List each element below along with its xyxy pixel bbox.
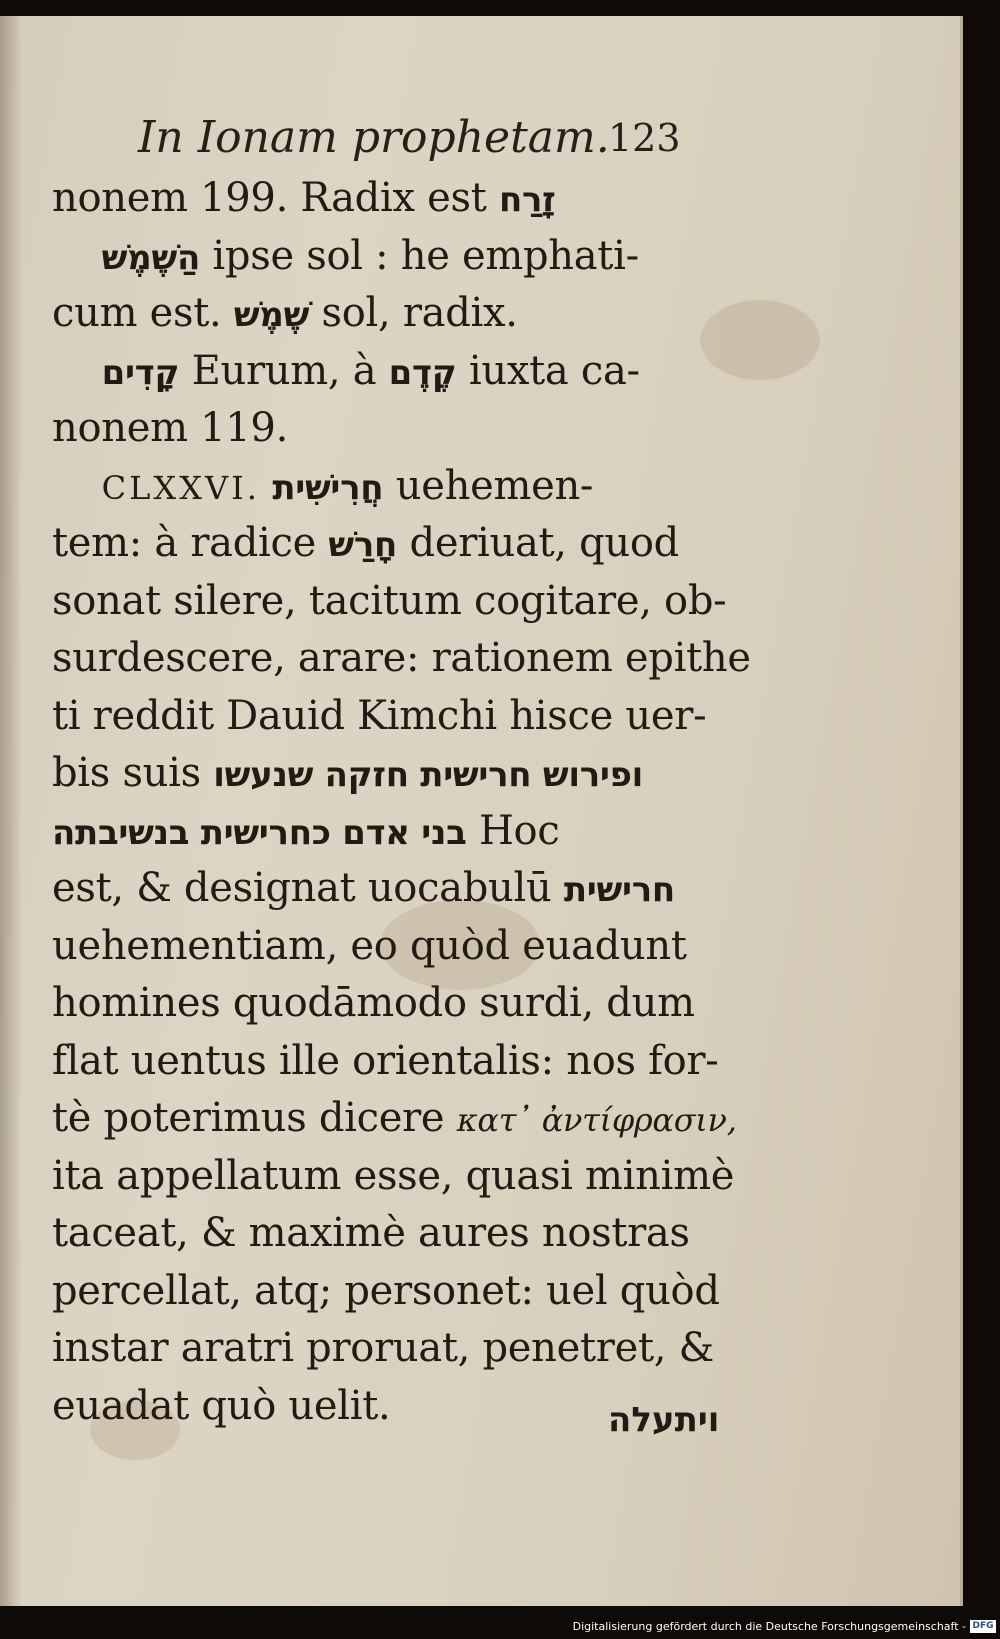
text-line bbox=[52, 343, 772, 401]
text-line bbox=[52, 1320, 772, 1378]
latin-text: percellat, atq; personet: uel quòd bbox=[52, 1267, 720, 1314]
text-line bbox=[52, 688, 772, 746]
hebrew-word: חֲרִישִׁית bbox=[272, 467, 384, 508]
text-line bbox=[52, 1263, 772, 1321]
latin-text: ita appellatum esse, quasi minimè bbox=[52, 1152, 735, 1199]
latin-text: Hoc bbox=[466, 807, 560, 854]
latin-text: deriuat, quod bbox=[397, 520, 679, 566]
text-line bbox=[52, 228, 772, 286]
latin-text: ti reddit Dauid Kimchi hisce uer- bbox=[52, 692, 707, 739]
latin-text bbox=[52, 348, 102, 394]
latin-text: instar aratri proruat, penetret, & bbox=[52, 1325, 714, 1371]
digitization-credit: Digitalisierung gefördert durch die Deutsche Forschungsgemeinschaft - bbox=[572, 1620, 966, 1633]
text-line bbox=[52, 400, 772, 458]
text-line bbox=[52, 573, 772, 631]
latin-text: tem: à radice bbox=[52, 520, 329, 566]
hebrew-word: ופירוש חרישית חזקה שנעשו bbox=[213, 755, 644, 795]
text-line bbox=[52, 1090, 772, 1148]
latin-text: Eurum, à bbox=[179, 347, 389, 394]
section-number: CLXXVI. bbox=[101, 468, 260, 507]
latin-text bbox=[52, 233, 102, 279]
gutter-shadow bbox=[0, 16, 22, 1606]
text-line bbox=[52, 918, 772, 976]
latin-text: flat uentus ille orientalis: nos for- bbox=[52, 1037, 719, 1084]
latin-text: nonem 199. Radix est bbox=[52, 175, 499, 221]
text-line bbox=[52, 745, 772, 803]
latin-text: homines quodāmodo surdi, dum bbox=[52, 980, 695, 1026]
hebrew-word: קֶדֶם bbox=[388, 352, 457, 393]
greek-phrase: κατ᾽ ἀντίφρασιν, bbox=[456, 1101, 737, 1139]
hebrew-word: חָרַשׁ bbox=[328, 525, 398, 565]
text-line bbox=[52, 1033, 772, 1091]
latin-text: surdescere, arare: rationem epithe bbox=[52, 635, 751, 681]
text-line bbox=[52, 860, 772, 918]
body-text bbox=[52, 170, 772, 1435]
page-number: 123 bbox=[608, 116, 681, 160]
latin-text: uehementiam, eo quòd euadunt bbox=[52, 922, 687, 969]
running-head bbox=[138, 112, 738, 172]
latin-text: bis suis bbox=[52, 750, 214, 796]
latin-text: nonem 119. bbox=[52, 405, 288, 451]
latin-text: uehemen- bbox=[383, 462, 594, 509]
latin-text: euadat quò uelit. bbox=[52, 1382, 391, 1429]
text-line bbox=[52, 803, 772, 861]
text-line bbox=[52, 630, 772, 688]
hebrew-word: הַשֶׁמֶשׁ bbox=[101, 237, 200, 278]
latin-text: cum est. bbox=[52, 290, 234, 336]
latin-text: tè poterimus dicere bbox=[52, 1095, 457, 1141]
latin-text bbox=[260, 463, 272, 509]
latin-text: ipse sol : he emphati- bbox=[200, 232, 639, 279]
dfg-logo: DFG bbox=[970, 1620, 996, 1633]
latin-text bbox=[52, 463, 102, 509]
latin-text: est, & designat uocabulū bbox=[52, 865, 564, 911]
latin-text: taceat, & maximè aures nostras bbox=[52, 1210, 690, 1256]
latin-text: sonat silere, tacitum cogitare, ob- bbox=[52, 577, 727, 624]
closing-hebrew: ויתעלה bbox=[608, 1400, 720, 1440]
text-line bbox=[52, 515, 772, 573]
text-line bbox=[52, 458, 772, 516]
hebrew-word: חרישית bbox=[563, 870, 675, 910]
text-line bbox=[52, 1205, 772, 1263]
text-line bbox=[52, 1148, 772, 1206]
hebrew-word: בני אדם כחרישית בנשיבתה bbox=[52, 812, 467, 853]
text-line bbox=[52, 170, 772, 228]
text-line bbox=[52, 975, 772, 1033]
hebrew-word: קָדִים bbox=[101, 352, 180, 393]
hebrew-word: שֶׁמֶשׁ bbox=[233, 295, 310, 335]
latin-text: sol, radix. bbox=[309, 290, 518, 336]
latin-text: iuxta ca- bbox=[456, 347, 640, 394]
running-title: In Ionam prophetam. bbox=[138, 112, 610, 163]
text-line bbox=[52, 285, 772, 343]
hebrew-word: זָרַח bbox=[498, 180, 556, 220]
